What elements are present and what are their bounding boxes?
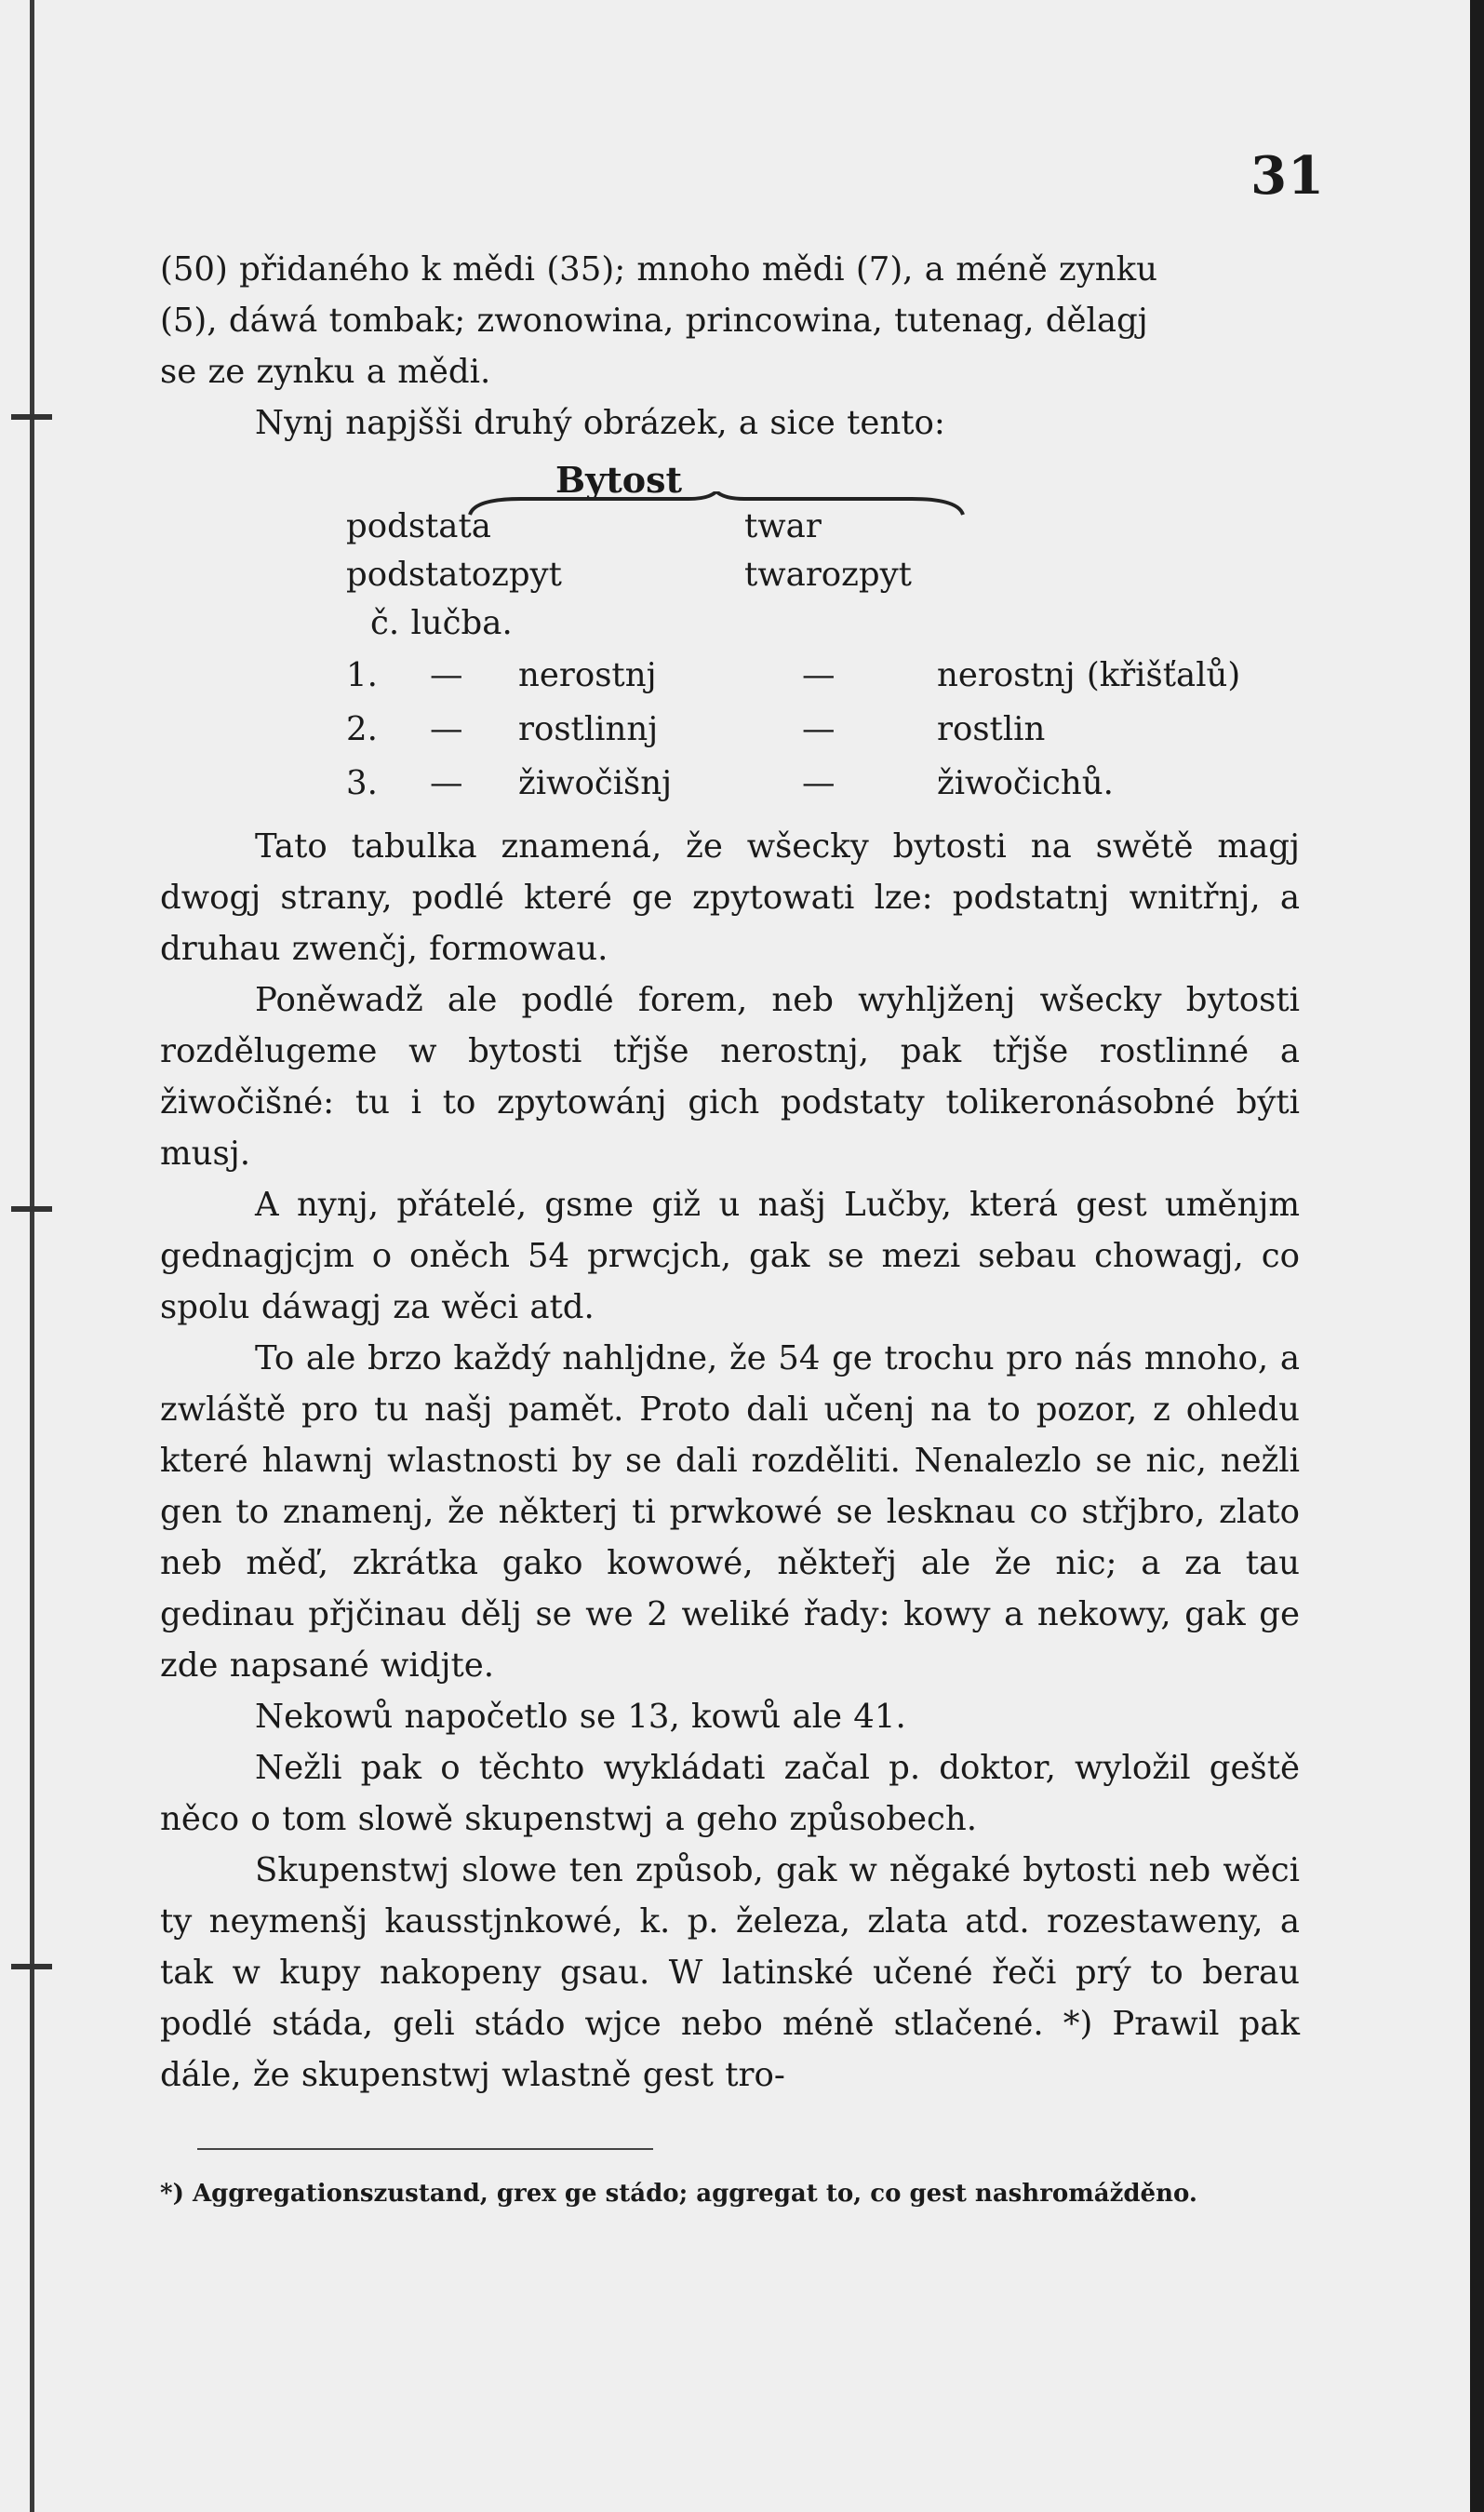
footnote: *) Aggregationszustand, grex ge stádo; aggregat to, co gest nashromážděno. [160,2180,1197,2208]
binding-edge [30,0,34,2512]
text-line: se ze zynku a mědi. [160,353,491,391]
classification-figure [160,454,1300,817]
figure-title: Bytost [555,459,683,501]
row-right: žiwočichů. [937,764,1114,802]
paragraph: To ale brzo každý nahljdne, že 54 ge trochu pro nás mnoho, a zwláště pro tu našj pamět. Proto dali učenj na to pozor, z ohledu které hlawnj wlastnosti by se dali rozděliti. Nenalezlo se nic, nežli gen to znamenj, že některj ti prwkowé se lesknau co střjbro, zlato neb měď, zkrátka gako kowowé, někteřj ale že nic; a za tau gedinau přjčinau dělj se we 2 weliké řady: kowy a nekowy, gak ge zde napsané widjte. [160,1339,1300,1685]
row-dash: — [430,764,463,802]
row-dash: — [802,656,836,694]
row-left: rostlinnj [518,710,659,748]
margin-mark [11,1964,52,1969]
row-right: nerostnj (křišťalů) [937,656,1241,694]
page-number: 31 [1250,145,1325,207]
row-dash: — [802,764,836,802]
figure-right-label: twar [744,507,822,545]
paragraph: Poněwadž ale podlé forem, neb wyhljženj wšecky bytosti rozdělugeme w bytosti třjše nerostnj, pak třjše rostlinné a žiwočišné: tu i to zpytowánj gich podstaty tolikeronásobné býti musj. [160,981,1300,1173]
row-number: 2. [346,710,378,748]
text-line: (5), dáwá tombak; zwonowina, princowina, tutenag, dělagj [160,302,1148,340]
paragraph: Tato tabulka znamená, že wšecky bytosti na swětě magj dwogj strany, podlé které ge zpytowati lze: podstatnj wnitřnj, a druhau zwenčj, formowau. [160,827,1300,968]
paragraph: A nynj, přátelé, gsme giž u našj Lučby, která gest uměnjm gednagjcjm o oněch 54 prwcjch, gak se mezi sebau chowagj, co spolu dáwagj za wěci atd. [160,1186,1300,1326]
margin-mark [11,1206,52,1212]
text-line: (50) přidaného k mědi (35); mnoho mědi (7), a méně zynku [160,250,1158,289]
row-left: nerostnj [518,656,657,694]
paragraph: Skupenstwj slowe ten způsob, gak w něgaké bytosti neb wěci ty neymenšj kausstjnkowé, k. p. železa, zlata atd. rozestaweny, a tak w kupy nakopeny gsau. W latinské učené řeči prý to berau podlé stádа, geli stádo wjce nebo méně stlačené. *) Prawil pak dále, že skupenstwj wlastně gest tro- [160,1851,1300,2094]
figure-left-label: podstata [346,507,491,545]
figure-left-label: č. lučba. [370,604,513,642]
row-dash: — [430,656,463,694]
body-text [160,244,1300,2101]
intro-line: Nynj napjšši druhý obrázek, a sice tento: [255,404,945,442]
margin-mark [11,414,52,420]
row-left: žiwočišnj [518,764,673,802]
brace-line [465,491,968,519]
figure-left-label: podstatozpyt [346,556,562,594]
figure-right-label: twarozpyt [744,556,912,594]
paragraph: Nekowů napočetlo se 13, kowů ale 41. [255,1698,906,1736]
row-dash: — [430,710,463,748]
footnote-rule [197,2148,653,2150]
row-right: rostlin [937,710,1046,748]
row-dash: — [802,710,836,748]
row-number: 1. [346,656,378,694]
paragraph: Nežli pak o těchto wykládati začal p. doktor, wyložil geště něco o tom slowě skupenstwj a geho způsobech. [160,1749,1300,1838]
row-number: 3. [346,764,378,802]
